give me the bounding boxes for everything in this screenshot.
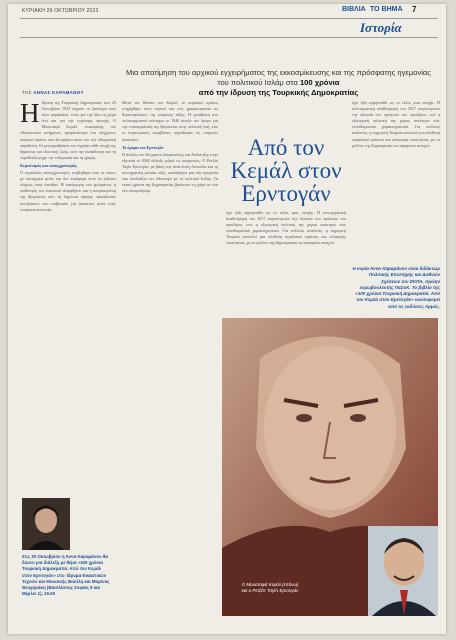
article-deck [126, 68, 431, 98]
deck-subtext: από την ίδρυση της Τουρκικής Δημοκρατίας [198, 88, 359, 97]
page-number: 7 [412, 5, 417, 14]
byline [22, 90, 84, 95]
section-title: Ιστορία [360, 20, 402, 35]
author-photo [22, 498, 70, 550]
drop-cap: Η [20, 100, 40, 128]
photo-caption: Ο Μουσταφά Κεμάλ (επάνω) και ο Ρετζέπ Ταγίπ Ερντογάν [241, 582, 299, 593]
column-1-text-2: Ο κεμαλικός εκσυγχρονισμός επιβλήθηκε από τα πάνω, με αυταρχικά μέσα, και δεν κατάφερε ποτέ να ριζώσει πλήρως στην ύπαιθρο. Η κατάργηση του χαλιφάτου, η υιοθέτηση του λατινικού αλφαβήτου και η απομάκρυνση της θρησκείας από τη δημόσια σφαίρα προκάλεσαν αντιδράσεις που επιβίωσαν για δεκαετίες μέσα στην τουρκική κοινωνία. [20, 170, 116, 212]
issue-date: ΚΥΡΙΑΚΗ 29 ΟΚΤΩΒΡΙΟΥ 2023 [22, 8, 99, 14]
page-header [8, 4, 446, 18]
article-headline: Από τον Κεμάλ στον Ερντογάν [230, 135, 342, 206]
newspaper-page [8, 4, 446, 634]
publication-name: ΤΟ ΒΗΜΑ [370, 6, 403, 13]
kemal-erdogan-portrait-icon [222, 318, 438, 616]
byline-prefix: ΤΗΣ [22, 90, 32, 95]
column-1-subhead: Κεμαλισμός και εκσυγχρονισμός [20, 162, 77, 168]
article-column-2 [122, 100, 218, 614]
lecture-note: Στις 30 Οκτωβρίου η Άννα Καραμάνου θα δώσει μια διάλεξη με θέμα «100 χρόνια Τουρκική Δημοκρατία. Από τον Κεμάλ στον Ερντογάν» στο Ίδρυμα Εικαστικών Τεχνών και Μουσικής Βασίλη και Μαρίνας Θεοχαράκη (Βασιλίσσης Σοφίας 9 και Μέρλιν 1), 19.00 [22, 554, 110, 597]
article-column-3 [226, 210, 346, 314]
column-2-text: Μετά τον θάνατο του Κεμάλ, το κεμαλικό κράτος στηρίχθηκε στον στρατό και στη γραφειοκρατία ως θεματοφύλακες της κοσμικής τάξης. Η μετάβαση στο πολυκομματικό σύστημα το 1946 άνοιξε τον δρόμο για την επανεμφάνιση της θρησκείας στην πολιτική ζωή, ενώ οι στρατιωτικές επεμβάσεις σημάδεψαν τις επόμενες δεκαετίες. [122, 100, 218, 142]
header-rule [20, 18, 438, 19]
article-column-1 [20, 100, 116, 494]
column-1-text: ίδρυση της Τουρκικής Δημοκρατίας στις 29 Οκτωβρίου 1923 σήμανε το ξεκίνημα ενός νέου κεφαλαίου, τόσο για την ίδια τη χώρα όσο και για την ευρύτερη περιοχή. Ο Μουσταφά Κεμάλ, επικεφαλής του εθνικιστικού κινήματος, οραματίστηκε ένα σύγχρονο, κοσμικό κράτος που θα αφήσει πίσω του την οθωμανική παράδοση. Οι μεταρρυθμίσεις του άγγιξαν κάθε πτυχή της δημόσιας και ιδιωτικής ζωής, από την εκπαίδευση και τη νομοθεσία μέχρι την ενδυμασία και τη γραφή. [20, 100, 116, 160]
article-column-4 [352, 100, 440, 262]
main-photo [222, 318, 438, 616]
deck-highlight: 100 χρόνια [299, 78, 340, 87]
column-4-text: έχει ήδη ερμηνευθεί ως το τέλος μιας εποχής. Η συνταγματική αναθεώρηση του 2017 συγκέντρωσε την εξουσία στο πρόσωπο του προέδρου, ενώ η εξωτερική πολιτική της χώρας απέκτησε νέα, νεοοθωμανικά χαρακτηριστικά. Για πολλούς αναλυτές, η σημερινή Τουρκία αποτελεί μια σύνθεση κεμαλικού κράτους και ισλαμικής ταυτότητας, με το μέλλον της Δημοκρατίας να παραμένει ανοιχτό. [352, 100, 440, 148]
section-rule [20, 37, 438, 38]
column-2-text-2: Η άνοδος του Κόμματος Δικαιοσύνης και Ανάπτυξης στην εξουσία το 2002 άλλαξε ριζικά τις ισορροπίες. Ο Ρετζέπ Ταγίπ Ερντογάν, με βάση την ανατολική Ανατολία και τη συντηρητική μεσαία τάξη, οικοδόμησε μια νέα ηγεμονία που συνδυάζει τον εθνικισμό με το πολιτικό Ισλάμ. Τα εκατό χρόνια της Δημοκρατίας βρίσκουν τη χώρα σε ένα νέο σταυροδρόμι. [122, 151, 218, 194]
supplement-name: ΒΙΒΛΙΑ [342, 6, 366, 13]
column-3-text: έχει ήδη ερμηνευθεί ως το τέλος μιας εποχής. Η συνταγματική αναθεώρηση του 2017 συγκέντρωσε την εξουσία στο πρόσωπο του προέδρου, ενώ η εξωτερική πολιτική της χώρας απέκτησε νέα, νεοοθωμανικά χαρακτηριστικά. Για πολλούς αναλυτές, η σημερινή Τουρκία αποτελεί μια σύνθεση κεμαλικού κράτους και ισλαμικής ταυτότητας, με το μέλλον της Δημοκρατίας να παραμένει ανοιχτό. [226, 210, 346, 246]
byline-author: ΑΝΝΑΣ ΚΑΡΑΜΑΝΟΥ [33, 90, 84, 95]
deck-text: Μια αποτίμηση του αρχικού εγχειρήματος της εκκοσμίκευσης και της πρόσφατης ηγεμονίας του πολιτικού Ισλάμ στα [126, 68, 431, 87]
column-2-subhead: Το όραμα του Ερντογάν [122, 144, 164, 150]
author-sidebar: Η κυρία Άννα Καραμάνου είναι διδάκτωρ Πολιτικής Επιστήμης και Διεθνών Σχέσεων του ΕΚΠΑ, πρώην ευρωβουλευτής ΠαΣοΚ. Το βιβλίο της «100 χρόνια Τουρκική Δημοκρατία. Από τον Κεμάλ στον Ερντογάν» κυκλοφορεί από τις εκδόσεις Αρμός. [352, 266, 440, 309]
author-portrait-icon [22, 498, 70, 550]
